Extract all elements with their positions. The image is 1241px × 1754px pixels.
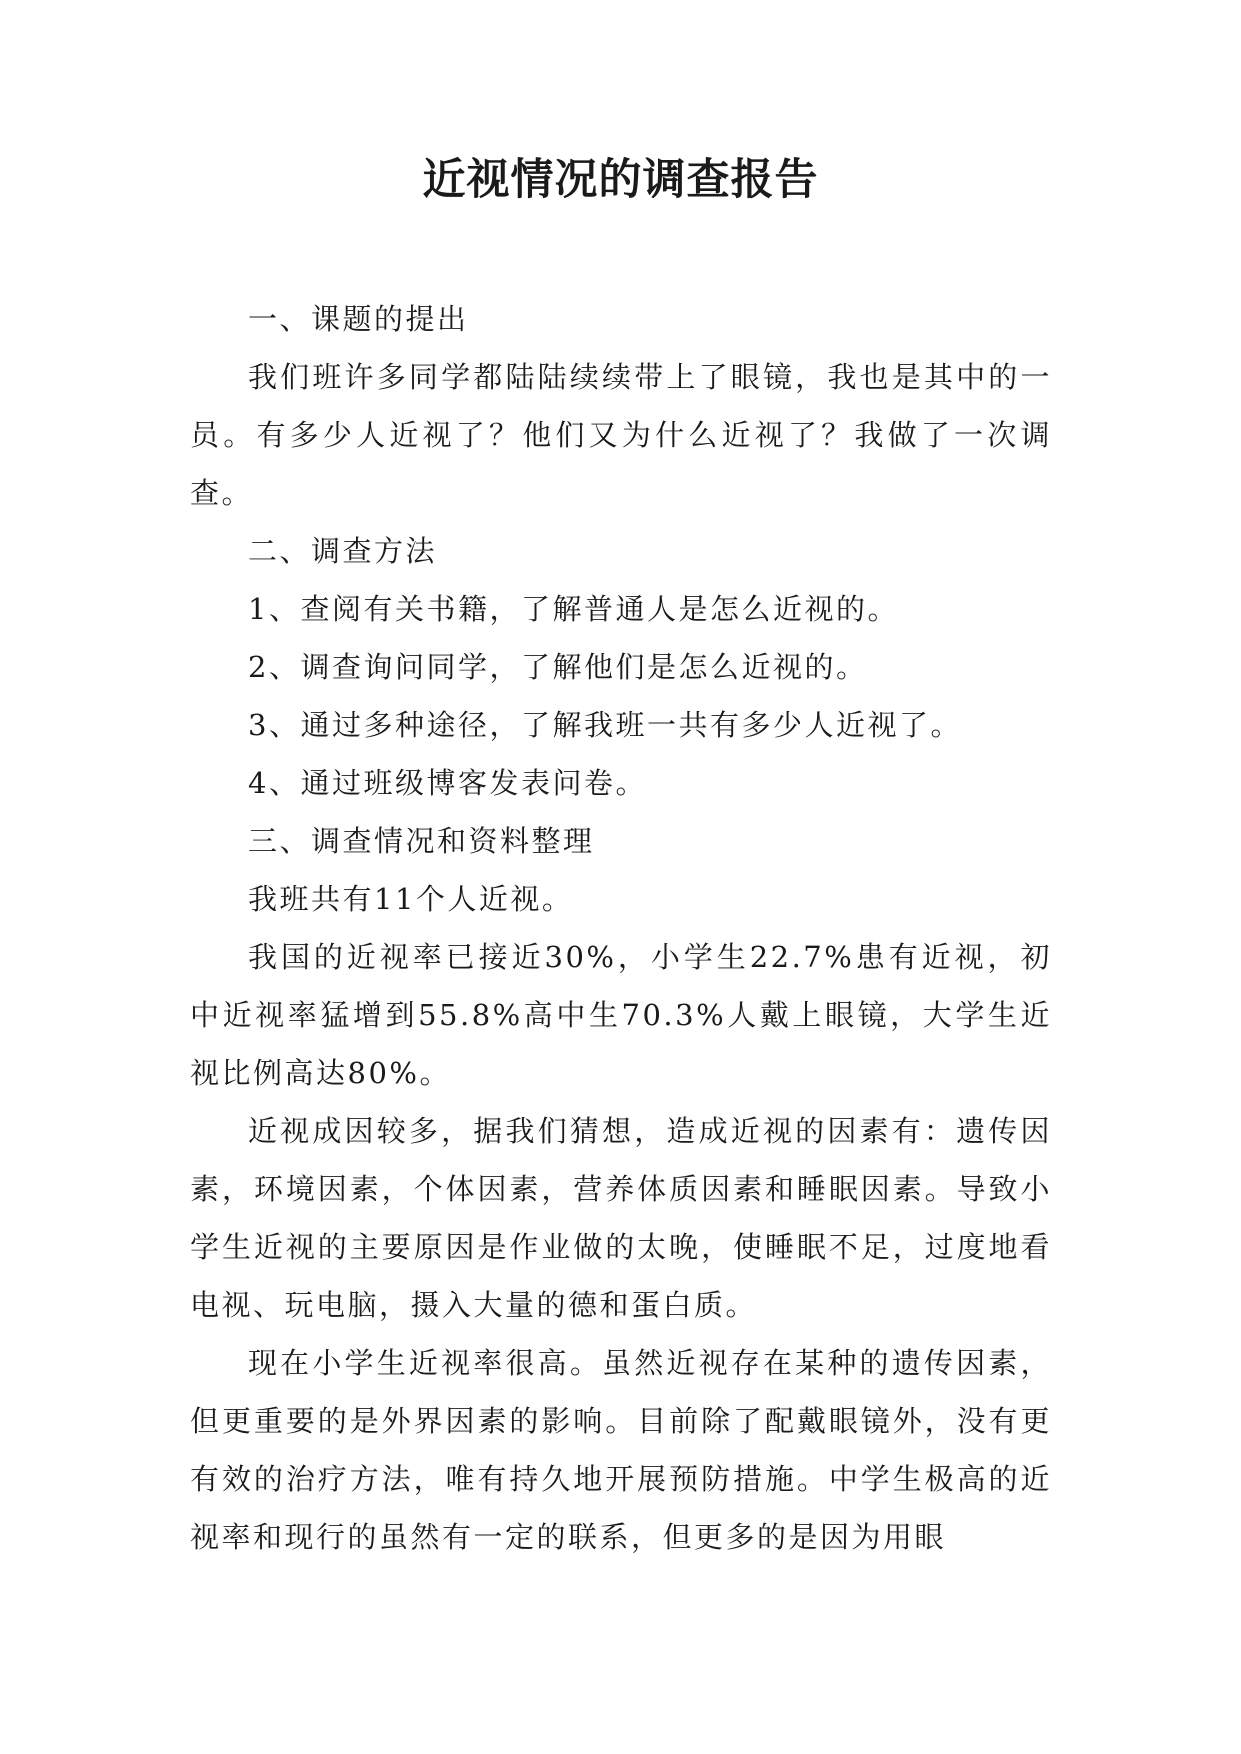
paragraph-intro: 我们班许多同学都陆陆续续带上了眼镜，我也是其中的一员。有多少人近视了？他们又为什么近视了？我做了一次调查。	[190, 360, 1052, 510]
document-title: 近视情况的调查报告	[422, 155, 819, 205]
section-heading-1: 一、课题的提出	[248, 302, 469, 336]
method-item-3: 3、通过多种途径，了解我班一共有多少人近视了。	[248, 708, 962, 742]
paragraph-statistics: 我国的近视率已接近30%，小学生22.7%患有近视，初中近视率猛增到55.8%高中生70.3%人戴上眼镜，大学生近视比例高达80%。	[190, 940, 1052, 1090]
method-item-1: 1、查阅有关书籍，了解普通人是怎么近视的。	[248, 592, 899, 626]
method-item-4: 4、通过班级博客发表问卷。	[248, 766, 647, 800]
paragraph-discussion: 现在小学生近视率很高。虽然近视存在某种的遗传因素，但更重要的是外界因素的影响。目前除了配戴眼镜外，没有更有效的治疗方法，唯有持久地开展预防措施。中学生极高的近视率和现行的虽然有一定的联系，但更多的是因为用眼	[190, 1346, 1052, 1554]
section-heading-2: 二、调查方法	[248, 534, 438, 568]
document-body	[190, 290, 1052, 1566]
section-heading-3: 三、调查情况和资料整理	[248, 824, 595, 858]
paragraph-class-count: 我班共有11个人近视。	[248, 882, 574, 916]
method-item-2: 2、调查询问同学，了解他们是怎么近视的。	[248, 650, 868, 684]
paragraph-causes: 近视成因较多，据我们猜想，造成近视的因素有：遗传因素，环境因素，个体因素，营养体质因素和睡眠因素。导致小学生近视的主要原因是作业做的太晚，使睡眠不足，过度地看电视、玩电脑，摄入大量的德和蛋白质。	[190, 1114, 1052, 1322]
